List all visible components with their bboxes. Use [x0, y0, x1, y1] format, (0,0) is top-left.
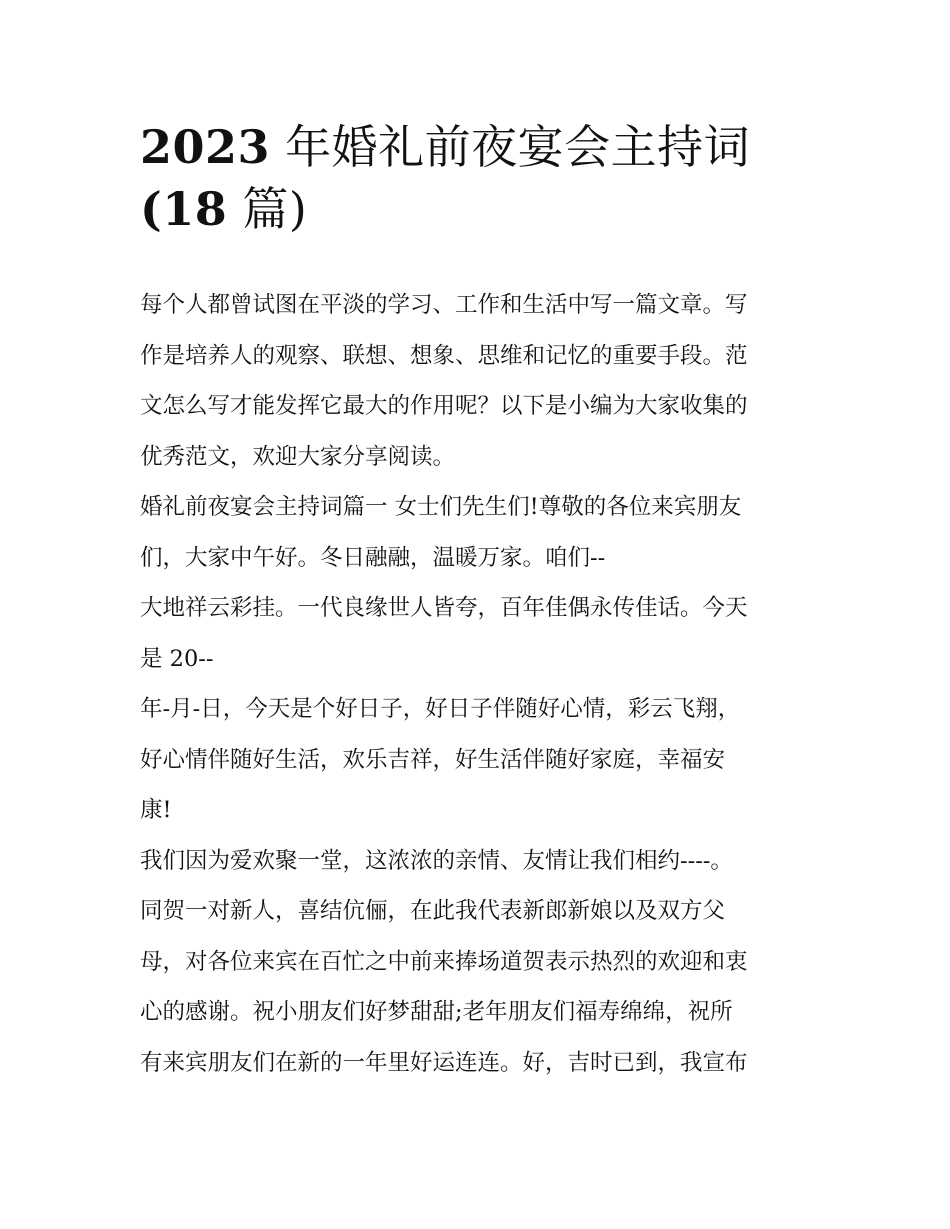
- body-line: 是 20--: [140, 645, 214, 672]
- body-line: 作是培养人的观察、联想、想象、思维和记忆的重要手段。范: [140, 342, 748, 369]
- body-line: 年-月-日，今天是个好日子，好日子伴随好心情，彩云飞翔，: [140, 696, 741, 722]
- body-line: 我们因为爱欢聚一堂，这浓浓的亲情、友情让我们相约----。: [140, 847, 733, 874]
- title-line-1: [140, 116, 820, 178]
- title-text: 年婚礼前夜宴会主持词: [285, 120, 751, 174]
- body-line: 文怎么写才能发挥它最大的作用呢？以下是小编为大家收集的: [140, 393, 748, 419]
- body-line: 同贺一对新人，喜结伉俪，在此我代表新郎新娘以及双方父: [140, 898, 726, 924]
- document-body: [140, 280, 820, 1088]
- body-line: 优秀范文，欢迎大家分享阅读。: [140, 443, 456, 470]
- title-count-unit: 篇): [242, 182, 308, 236]
- body-line: 康!: [140, 797, 172, 823]
- body-line: 母，对各位来宾在百忙之中前来捧场道贺表示热烈的欢迎和衷: [140, 948, 748, 975]
- body-line: 有来宾朋友们在新的一年里好运连连。好，吉时已到，我宣布: [140, 1049, 748, 1076]
- document-title: [140, 116, 820, 240]
- body-line: 大地祥云彩挂。一代良缘世人皆夸，百年佳偶永传佳话。今天: [140, 595, 748, 621]
- body-line: 每个人都曾试图在平淡的学习、工作和生活中写一篇文章。写: [140, 292, 748, 318]
- title-year: 2023: [140, 120, 271, 174]
- body-line: 们，大家中午好。冬日融融，温暖万家。咱们--: [140, 544, 606, 571]
- body-line: 婚礼前夜宴会主持词篇一 女士们先生们!尊敬的各位来宾朋友: [140, 494, 742, 520]
- body-line: 心的感谢。祝小朋友们好梦甜甜;老年朋友们福寿绵绵，祝所: [140, 999, 733, 1025]
- title-count: (18: [140, 182, 228, 236]
- title-line-2: [140, 178, 820, 240]
- body-line: 好心情伴随好生活，欢乐吉祥，好生活伴随好家庭，幸福安: [140, 746, 726, 773]
